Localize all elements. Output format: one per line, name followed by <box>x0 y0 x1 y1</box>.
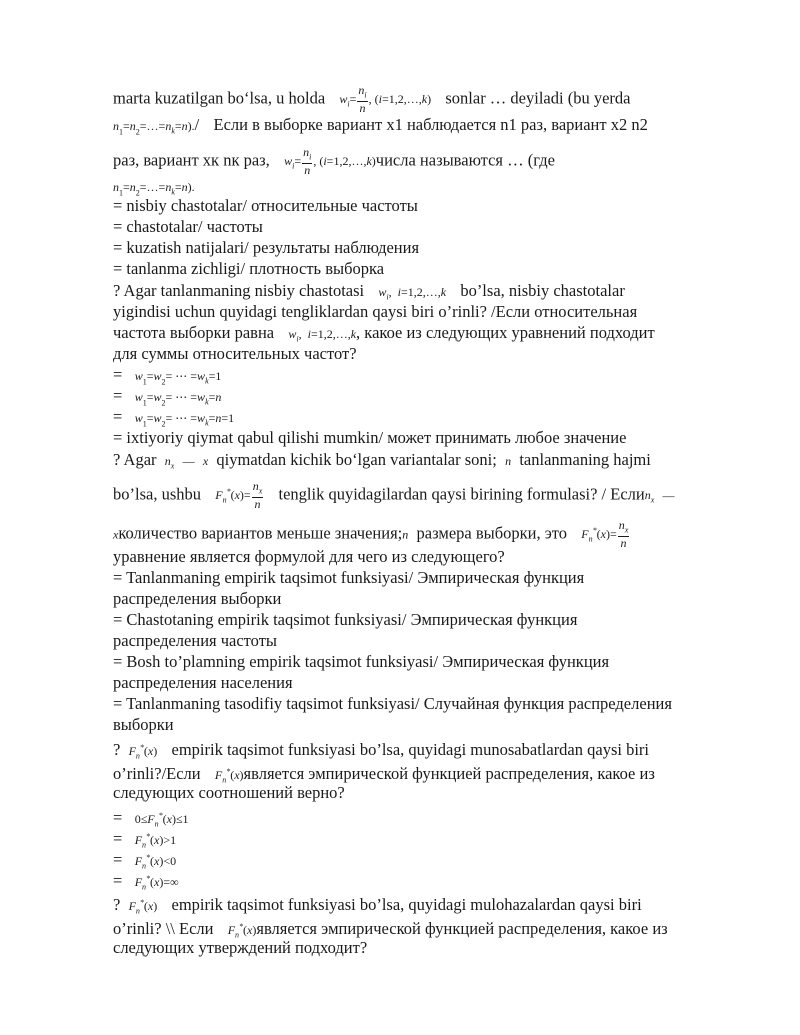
formula-fn: $F_n^*(x)$ <box>227 922 257 940</box>
line-text: Если в выборке вариант x1 наблюдается n1 раз, вариант x2 n2 <box>213 115 648 134</box>
line-text: числа называются … (где <box>375 150 555 170</box>
question-line: xколичество вариантов меньше значения;n размера выборки, это $F_n^*(x)=$ $\frac{n_x}{n}$ <box>113 518 629 551</box>
formula-fn: $F_n^*(x)$ <box>128 898 158 916</box>
answer-option: = $w_1=w_2=$ ⋯ $=w_k=1$ <box>113 365 222 387</box>
answer-option: = $F_n^*(x)>1$ <box>113 829 177 850</box>
question-line: bo’lsa, ushbu $F_n^*(x)=$ $\frac{n_x}{n}$ tenglik quyidagilardan qaysi birining formulasi? / Еслиn$_x$ — <box>113 479 675 512</box>
line-text: ? Agar tanlanmaning nisbiy chastotasi <box>113 281 365 300</box>
text-line: $n_1=n_2=\dots=n_k=n)./$ Если в выборке вариант x1 наблюдается n1 раз, вариант x2 n2 <box>113 115 648 137</box>
answer-option: = Tanlanmaning empirik taqsimot funksiyasi/ Эмпирическая функция <box>113 568 585 587</box>
question-line: ? $F_n^*(x)$ empirik taqsimot funksiyasi bo’lsa, quyidagi mulohazalardan qaysi biri <box>113 895 642 916</box>
formula-n-equal: $n_1=n_2=\dots=n_k=n$). <box>113 119 195 137</box>
formula-wi: $w_i=$ $\frac{n_i}{n}$ , (i=1,2,…,k) <box>284 145 376 178</box>
line-text: qiymatdan kichik bo‘lgan variantalar soni; <box>216 450 497 469</box>
line-text: частота выборки равна <box>113 323 275 342</box>
answer-option: = Chastotaning empirik taqsimot funksiyasi/ Эмпирическая функция <box>113 610 578 629</box>
answer-option: выборки <box>113 715 174 734</box>
formula-fn: $F_n^*(x)$ <box>214 767 244 785</box>
text-line <box>113 84 630 115</box>
answer-option: = $0\le F_n^*(x)\le 1$ <box>113 808 189 829</box>
answer-option: = $w_1=w_2=$ ⋯ $=w_k=n=1$ <box>113 407 235 429</box>
answer-option: = nisbiy chastotalar/ относительные частоты <box>113 196 418 215</box>
line-text: empirik taqsimot funksiyasi bo’lsa, quyidagi munosabatlardan qaysi biri <box>171 740 650 759</box>
formula-fn: $F_n^*(x)$ <box>128 743 158 761</box>
answer-option: = $w_1=w_2=$ ⋯ $=w_k=n$ <box>113 386 222 408</box>
line-text: является эмпирической функцией распределения, какое из <box>243 764 655 783</box>
formula-wi-range: $w_i$, i=1,2,…,k <box>378 285 447 302</box>
formula-wi-range: $w_i$, i=1,2,…,k <box>288 327 357 344</box>
line-text: размера выборки, это <box>416 523 568 543</box>
answer-option: = $F_n^*(x)<0$ <box>113 850 177 871</box>
line-text: bo’lsa, ushbu <box>113 484 201 504</box>
answer-option: = chastotalar/ частоты <box>113 217 263 236</box>
answer-option: = Bosh to’plamning empirik taqsimot funksiyasi/ Эмпирическая функция <box>113 652 610 671</box>
line-text: tenglik quyidagilardan qaysi birining formulasi? / Если <box>278 484 645 504</box>
question-line: ? $F_n^*(x)$ empirik taqsimot funksiyasi bo’lsa, quyidagi munosabatlardan qaysi biri <box>113 740 650 761</box>
line-text: ? Agar <box>113 450 157 469</box>
line-text: o’rinli? \\ Если <box>113 919 214 938</box>
answer-option: = Tanlanmaning tasodifiy taqsimot funksiyasi/ Случайная функция распределения <box>113 694 672 713</box>
question-line: ? Agar $n_x$ — x qiymatdan kichik bo‘lgan variantalar soni; n tanlanmaning hajmi <box>113 450 651 471</box>
question-line: уравнение является формулой для чего из следующего? <box>113 547 505 566</box>
line-text: раз, вариант xк nк раз, <box>113 150 270 170</box>
line-text: empirik taqsimot funksiyasi bo’lsa, quyidagi mulohazalardan qaysi biri <box>171 895 642 914</box>
answer-option: = ixtiyoriy qiymat qabul qilishi mumkin/ может принимать любое значение <box>113 428 627 447</box>
question-line: для суммы относительных частот? <box>113 344 357 363</box>
answer-option: распределения выборки <box>113 589 282 608</box>
formula-n-equal: $n_1=n_2=\dots=n_k=n$). <box>113 180 195 198</box>
answer-option: = kuzatish natijalari/ результаты наблюдения <box>113 238 420 257</box>
line-text: tanlanmaning hajmi <box>519 450 651 469</box>
answer-option: распределения населения <box>113 673 293 692</box>
question-line: yigindisi uchun quyidagi tengliklardan qaysi biri o’rinli? /Если относительная <box>113 302 638 321</box>
line-text: количество вариантов меньше значения; <box>118 523 403 543</box>
text-line <box>113 146 555 177</box>
line-text: , какое из следующих уравнений подходит <box>356 323 655 342</box>
question-line: следующих соотношений верно? <box>113 783 345 802</box>
line-text: o’rinli?/Если <box>113 764 201 783</box>
line-text: bo’lsa, nisbiy chastotalar <box>460 281 625 300</box>
answer-option: распределения частоты <box>113 631 278 650</box>
line-text: sonlar … deyiladi (bu yerda <box>445 88 631 108</box>
formula-empirical: $F_n^*(x)=$ $\frac{n_x}{n}$ <box>581 518 629 551</box>
answer-option: = tanlanma zichligi/ плотность выборка <box>113 259 385 278</box>
line-text: является эмпирической функцией распределения, какое из <box>256 919 668 938</box>
line-text: marta kuzatilgan bo‘lsa, u holda <box>113 88 326 108</box>
question-line: следующих утверждений подходит? <box>113 938 368 957</box>
answer-option: = $F_n^*(x)=\infty$ <box>113 871 179 892</box>
formula-empirical: $F_n^*(x)=$ $\frac{n_x}{n}$ <box>215 479 263 512</box>
formula-wi: $w_i=$ $\frac{n_i}{n}$ , (i=1,2,…,k) <box>339 83 432 116</box>
